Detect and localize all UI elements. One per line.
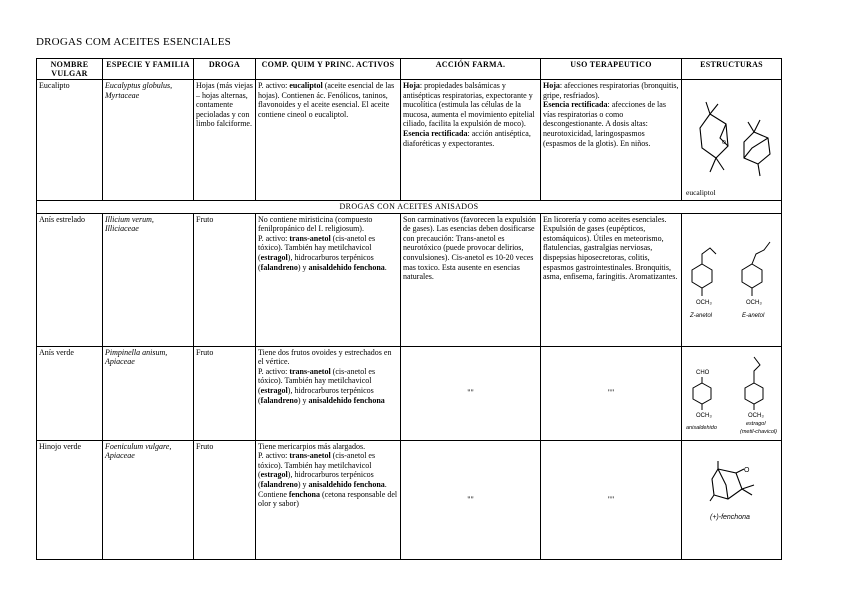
svg-text:OCH₃: OCH₃ [748, 412, 764, 419]
struct-label-e-anetol: E-anetol [742, 312, 765, 319]
cell-structure-anetol [682, 213, 782, 346]
cell-nombre: Anís estrelado [37, 213, 103, 346]
cell-especie: Foeniculum vulgare, Apiaceae [103, 440, 194, 559]
cell-droga: Fruto [194, 440, 256, 559]
cell-uso: En licorería y como aceites esenciales. Expulsión de gases (eupépticos, estomáquicos). Útiles en meteorismo, flatulencias, gastralgias nerviosas, dispepsias hiposecretoras, colitis, espasmos gastrointestinales. Bronquitis, asma, enfisema, faringitis. Aromatizantes. [541, 213, 682, 346]
cell-uso: "" [541, 346, 682, 440]
struct-label-metil-chavicol: (metil-chavicol) [740, 428, 777, 435]
svg-text:OCH₃: OCH₃ [696, 412, 712, 419]
section-row-anisados [37, 201, 782, 214]
cell-comp: No contiene miristicina (compuesto fenilpropánico del I. religiosum). P. activo: trans-anetol (cis-anetol es tóxico). También hay metilchavicol (estragol), hidrocarburos terpénicos (falandreno) y anisaldehido fenchona. [256, 213, 401, 346]
header-comp: COMP. QUIM Y PRINC. ACTIVOS [256, 59, 401, 80]
header-row [37, 59, 782, 80]
anisaldehido-structure [682, 347, 780, 438]
svg-text:OCH₃: OCH₃ [696, 299, 712, 306]
cell-droga: Fruto [194, 346, 256, 440]
cell-nombre: Eucalipto [37, 80, 103, 201]
struct-label-anisaldehido: anisaldehido [686, 424, 717, 431]
cell-nombre: Hinojo verde [37, 440, 103, 559]
cell-comp: Tiene dos frutos ovoides y estrechados en el vértice. P. activo: trans-anetol (cis-anetol es tóxico). También hay metilchavicol (estragol), hidrocarburos terpénicos (falandreno) y anisaldehido fenchona [256, 346, 401, 440]
header-estructuras: ESTRUCTURAS [682, 59, 782, 80]
fenchona-structure [682, 441, 780, 557]
struct-label-z-anetol: Z-anetol [690, 312, 713, 319]
cell-droga: Fruto [194, 213, 256, 346]
header-accion: ACCIÓN FARMA. [401, 59, 541, 80]
cell-especie: Pimpinella anisum, Apiaceae [103, 346, 194, 440]
svg-text:O: O [722, 140, 726, 146]
header-especie: ESPECIE Y FAMILIA [103, 59, 194, 80]
eucaliptol-structure [682, 80, 780, 198]
cell-uso: Hoja: afecciones respiratorias (bronquitis, gripe, resfriados). Esencia rectificada: afecciones de las vías respiratorias o como descongestionante. A dosis altas: neurotoxicidad, laringospasmos (espasmos de la glotis). En niños. [541, 80, 682, 201]
page-title: DROGAS COM ACEITES ESENCIALES [36, 36, 231, 48]
table-row-anis-estrellado [37, 213, 782, 346]
header-droga: DROGA [194, 59, 256, 80]
cell-structure-anisaldehido [682, 346, 782, 440]
section-title: DROGAS CON ACEITES ANISADOS [37, 201, 782, 214]
table-row-anis-verde [37, 346, 782, 440]
cell-accion: "" [401, 440, 541, 559]
cell-accion: Hoja: propiedades balsámicas y antisépticas respiratorias, expectorante y mucolítica (estimula las células de la mucosa, aumenta el movimiento epitelial ciliado, facilita la expulsión de moco). Esencia rectificada: acción antiséptica, diaforéticas y expectorantes. [401, 80, 541, 201]
cell-droga: Hojas (más viejas – hojas alternas, contamente pecioladas y con limbo falciforme. [194, 80, 256, 201]
cell-structure-eucaliptol [682, 80, 782, 201]
header-nombre: NOMBRE VULGAR [37, 59, 103, 80]
drug-table [36, 58, 782, 560]
svg-text:CHO: CHO [696, 369, 710, 376]
struct-label-eucaliptol: eucaliptol [686, 188, 716, 197]
cell-especie: Illicium verum, Illiciaceae [103, 213, 194, 346]
cell-comp: Tiene mericarpios más alargados. P. activo: trans-anetol (cis-anetol es tóxico). También hay metilchavicol (estragol), hidrocarburos terpénicos (falandreno) y anisaldehido fenchona. Contiene fenchona (cetona responsable del olor y sabor) [256, 440, 401, 559]
cell-uso: "" [541, 440, 682, 559]
struct-label-fenchona: (+)-fenchona [710, 513, 750, 521]
anetol-structure [682, 214, 780, 344]
cell-comp: P. activo: eucaliptol (aceite esencial de las hojas). Contienen ác. Fenólicos, taninos, flavonoides y el aceite esencial. El aceite contiene cineol o eucaliptol. [256, 80, 401, 201]
table-row-eucalipto [37, 80, 782, 201]
svg-text:O: O [744, 466, 750, 474]
table-row-hinojo-verde [37, 440, 782, 559]
cell-especie: Eucalyptus globulus, Myrtaceae [103, 80, 194, 201]
cell-nombre: Anís verde [37, 346, 103, 440]
struct-label-estragol: estragol [746, 420, 766, 427]
header-uso: USO TERAPEUTICO [541, 59, 682, 80]
svg-text:OCH₃: OCH₃ [746, 299, 762, 306]
cell-structure-fenchona [682, 440, 782, 559]
cell-accion: Son carminativos (favorecen la expulsión de gases). Las esencias deben dosificarse con precaución: Trans-anetol es neurotóxico (puede provocar delirios, convulsiones). Cis-anetol es 10-20 veces mas toxico. Esta ausente en esencias naturales. [401, 213, 541, 346]
cell-accion: "" [401, 346, 541, 440]
